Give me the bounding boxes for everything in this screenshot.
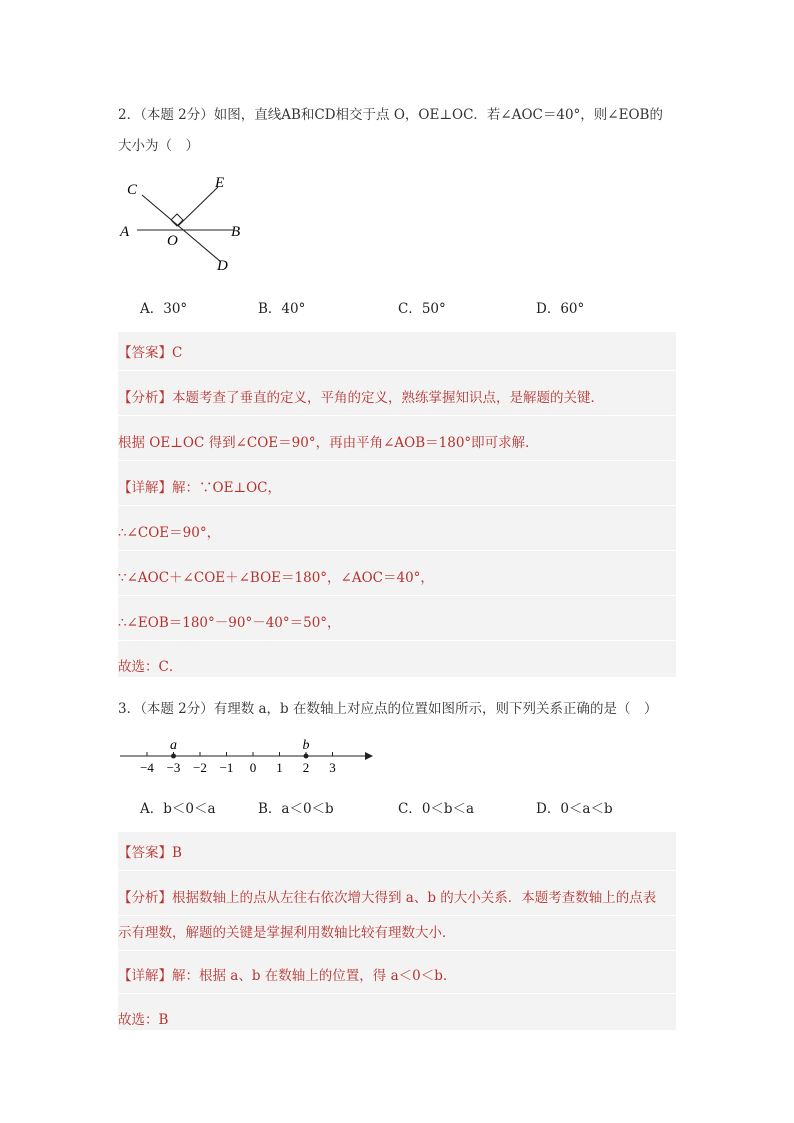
choose-text: 故选：C． (118, 659, 183, 675)
label-B: B (231, 224, 241, 240)
q3-option-c[interactable]: C．0＜b＜a (398, 801, 475, 817)
q2-option-c[interactable]: C．50° (398, 301, 446, 317)
label-E: E (215, 175, 225, 191)
tick-label: 1 (276, 760, 283, 775)
detail-label: 【详解】 (118, 968, 172, 984)
q2-analysis-row (118, 377, 676, 416)
answer-label: 【答案】 (118, 345, 172, 361)
analysis-label: 【分析】 (118, 390, 172, 406)
q2-angle-figure (115, 170, 265, 280)
analysis-line2: 示有理数，解题的关键是掌握利用数轴比较有理数大小． (118, 925, 456, 941)
analysis-line2: 根据 OE⊥OC 得到∠COE＝90°，再由平角∠AOB＝180°即可求解． (118, 435, 539, 451)
label-A: A (120, 224, 130, 240)
answer-label: 【答案】 (118, 845, 172, 861)
q3-answer-row (118, 832, 676, 871)
answer-value: C (172, 345, 183, 361)
q3-detail-row (118, 955, 676, 994)
q2-option-a[interactable]: A．30° (140, 301, 188, 317)
tick-label: −1 (219, 760, 234, 775)
point-b-dot (304, 754, 309, 759)
step2-text: ∵∠AOC＋∠COE＋∠BOE＝180°，∠AOC＝40°， (118, 570, 434, 586)
analysis-text: 根据数轴上的点从左往右依次增大得到 a、b 的大小关系．本题考查数轴上的点表 (172, 890, 657, 906)
point-b-label: b (302, 738, 310, 753)
detail-label: 【详解】 (118, 480, 172, 496)
q2-option-d[interactable]: D．60° (536, 301, 585, 317)
q3-analysis-row (118, 877, 676, 916)
q2-detail-row (118, 467, 676, 506)
analysis-text: 本题考查了垂直的定义，平角的定义，熟练掌握知识点，是解题的关键． (172, 390, 604, 406)
q3-analysis-line2 (118, 912, 676, 951)
q3-stem-line1: 3．（本题 2分）有理数 a，b 在数轴上对应点的位置如图所示，则下列关系正确的是（ ） (118, 701, 658, 717)
tick-label: 0 (249, 760, 257, 775)
q3-answer-box (118, 832, 676, 1030)
q2-options (118, 297, 678, 317)
tick-label: −4 (140, 760, 154, 775)
q3-option-d[interactable]: D．0＜a＜b (536, 801, 613, 817)
point-a-label: a (170, 738, 177, 753)
answer-value: B (172, 845, 182, 861)
q2-step3 (118, 602, 676, 641)
q2-option-b[interactable]: B．40° (258, 301, 306, 317)
tick-label: 3 (329, 760, 336, 775)
detail-text: 解：∵OE⊥OC， (172, 480, 282, 496)
q3-choose (118, 999, 676, 1030)
label-O: O (167, 233, 178, 249)
choose-text: 故选：B (118, 1012, 169, 1028)
q2-step2 (118, 557, 676, 596)
tick-label: −2 (193, 760, 207, 775)
analysis-label: 【分析】 (118, 890, 172, 906)
tick-label: 2 (302, 760, 310, 775)
q2-analysis-line2 (118, 422, 676, 461)
tick-label: −3 (166, 760, 181, 775)
q3-options (118, 797, 678, 817)
q2-step1 (118, 512, 676, 551)
step1-text: ∴∠COE＝90°， (118, 525, 221, 541)
label-C: C (127, 182, 138, 198)
q3-number-line (115, 732, 375, 782)
q2-answer-box (118, 332, 676, 677)
q2-choose (118, 646, 676, 677)
step3-text: ∴∠EOB＝180°－90°－40°＝50°， (118, 615, 341, 631)
q3-option-a[interactable]: A．b＜0＜a (140, 801, 216, 817)
q2-stem-line2: 大小为（ ） (118, 138, 199, 154)
point-a-dot (171, 754, 176, 759)
label-D: D (217, 258, 228, 274)
q3-option-b[interactable]: B．a＜0＜b (258, 801, 334, 817)
q2-answer-row (118, 332, 676, 371)
detail-text: 解：根据 a、b 在数轴上的位置，得 a＜0＜b． (172, 968, 457, 984)
q2-stem-line1: 2．（本题 2分）如图，直线AB和CD相交于点 O，OE⊥OC．若∠AOC＝40°，则∠EOB的 (118, 107, 663, 123)
